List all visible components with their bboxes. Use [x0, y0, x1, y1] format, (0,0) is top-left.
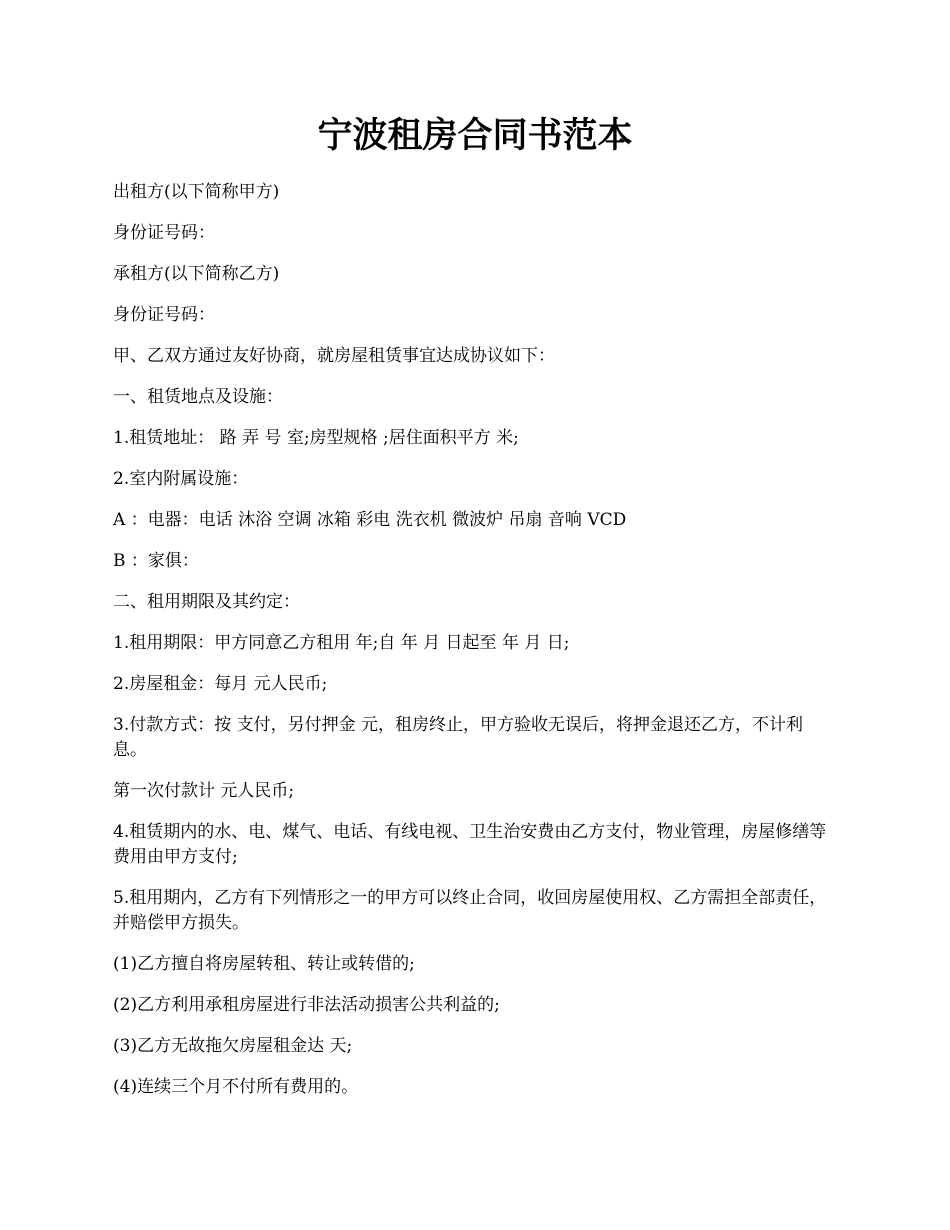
paragraph-facilities: 2.室内附属设施：	[113, 469, 249, 489]
paragraph-lessor-id: 身份证号码：	[113, 223, 215, 243]
paragraph-lessee-id: 身份证号码：	[113, 305, 215, 325]
paragraph-address: 1.租赁地址： 路 弄 号 室;房型规格 ;居住面积平方 米;	[113, 428, 519, 448]
document-body	[113, 180, 837, 1116]
paragraph-lessor: 出租方(以下简称甲方)	[113, 182, 280, 202]
paragraph-termination: 5.租用期内，乙方有下列情形之一的甲方可以终止合同，收回房屋使用权、乙方需担全部责任，并赔偿甲方损失。	[113, 888, 827, 933]
clause-item-4: (4)连续三个月不付所有费用的。	[113, 1077, 359, 1097]
document-title: 宁波租房合同书范本	[317, 115, 633, 156]
paragraph-lease-term: 1.租用期限：甲方同意乙方租用 年;自 年 月 日起至 年 月 日;	[113, 633, 570, 653]
paragraph-utilities: 4.租赁期内的水、电、煤气、电话、有线电视、卫生治安费由乙方支付，物业管理，房屋修缮等费用由甲方支付;	[113, 822, 827, 867]
paragraph-agreement-intro: 甲、乙双方通过友好协商，就房屋租赁事宜达成协议如下：	[113, 346, 555, 366]
paragraph-furniture: B ：家俱：	[113, 551, 199, 571]
section-heading-term: 二、租用期限及其约定：	[113, 592, 300, 612]
paragraph-payment-method: 3.付款方式：按 支付，另付押金 元，租房终止，甲方验收无误后，将押金退还乙方，不计利息。	[113, 715, 804, 760]
paragraph-first-payment: 第一次付款计 元人民币;	[113, 781, 295, 801]
section-heading-location: 一、租赁地点及设施：	[113, 387, 283, 407]
paragraph-appliances: A ：电器：电话 沐浴 空调 冰箱 彩电 洗衣机 微波炉 吊扇 音响 VCD	[113, 510, 627, 530]
clause-item-2: (2)乙方利用承租房屋进行非法活动损害公共利益的;	[113, 995, 500, 1015]
clause-item-3: (3)乙方无故拖欠房屋租金达 天;	[113, 1036, 353, 1056]
paragraph-rent: 2.房屋租金：每月 元人民币;	[113, 674, 328, 694]
clause-item-1: (1)乙方擅自将房屋转租、转让或转借的;	[113, 954, 415, 974]
paragraph-lessee: 承租方(以下简称乙方)	[113, 264, 280, 284]
